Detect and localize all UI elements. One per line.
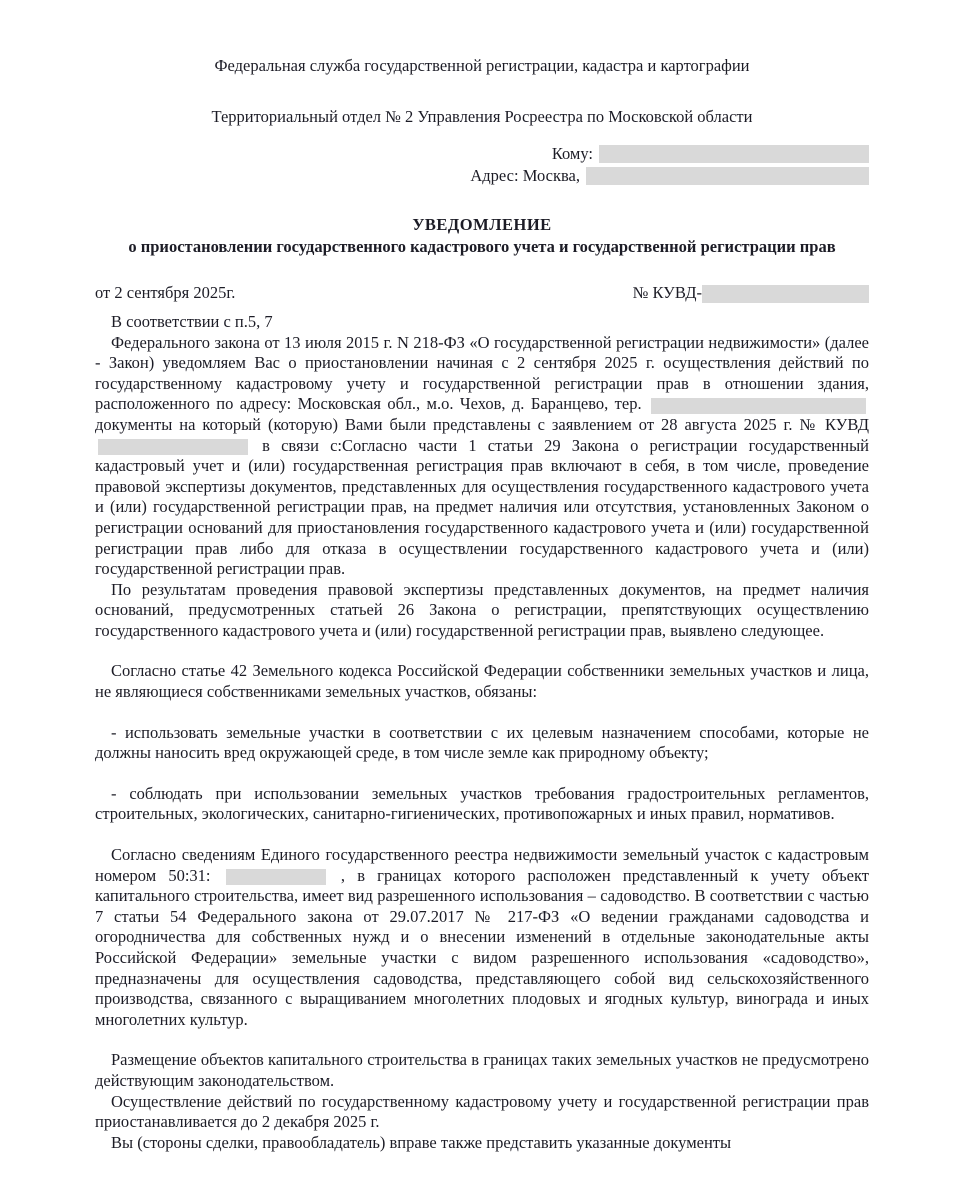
recipient-address-label: Адрес: Москва,	[470, 166, 580, 186]
suspension-text-part2: документы на который (которую) Вами были представлены с заявлением от 28 августа 2025 г. № КУВД	[95, 414, 869, 434]
issuing-authority-heading: Федеральная служба государственной регистрации, кадастра и картографии	[214, 56, 750, 75]
paragraph-basis-intro: В соответствии с п.5, 7	[111, 311, 273, 331]
document-title: УВЕДОМЛЕНИЕ	[412, 215, 552, 235]
redacted-territory	[651, 398, 866, 414]
suspension-text-part3: в связи с:Согласно части 1 статьи 29 Закона о регистрации государственный кадастровый учет и (или) государственная регистрация прав включают в себя, в том числе, проведение правовой экспертизы документов, представленных для осуществления государственного кадастрового учета и (или) государственной регистрации прав, на предмет наличия или отсутствия, установленных Законом о регистрации оснований для приостановления государственного кадастрового учета и (или) государственной регистрации прав либо для отказа в осуществлении государственного кадастрового учета и (или) государственной регистрации прав.	[95, 435, 870, 579]
egrn-text-part1: Согласно сведениям Единого государственного реестра недвижимости земельный участок с кадастровым номером 50:31:	[95, 845, 869, 885]
paragraph-parties-right: Вы (стороны сделки, правообладатель) вправе также представить указанные документы	[111, 1132, 732, 1152]
redacted-cadastral-number	[226, 869, 326, 885]
document-number-label: № КУВД-	[632, 283, 702, 303]
paragraph-obligation-comply: - соблюдать при использовании земельных участков требования градостроительных регламентов, строительных, экологических, санитарно-гигиенических, противопожарных и иных правил, нормативов.	[95, 783, 869, 824]
document-number-group	[633, 283, 869, 304]
suspension-text-part1: Федерального закона от 13 июля 2015 г. N 218-ФЗ «О государственной регистрации недвижимости» (далее - Закон) уведомляем Вас о приостановлении начиная с 2 сентября 2025 г. осуществления действий по государственному кадастровому учету и государственной регистрации прав в отношении здания, расположенного по адресу: Московская обл., м.о. Чехов, д. Баранцево, тер.	[95, 332, 869, 414]
paragraph-expertise-result: По результатам проведения правовой экспертизы представленных документов, на предмет наличия оснований, предусмотренных статьей 26 Закона о регистрации, препятствующих осуществлению государственного кадастрового учета и (или) государственной регистрации прав, выявлено следующее.	[95, 579, 869, 640]
recipient-address-line	[470, 165, 869, 187]
redacted-document-number	[702, 285, 869, 303]
paragraph-suspension-until: Осуществление действий по государственному кадастровому учету и государственной регистрации прав приостанавливается до 2 декабря 2025 г.	[95, 1091, 869, 1132]
document-date: от 2 сентября 2025г.	[95, 283, 236, 303]
paragraph-egrn-parcel	[95, 845, 869, 1030]
document-body	[95, 312, 869, 1153]
paragraph-land-code-article42: Согласно статье 42 Земельного кодекса Российской Федерации собственники земельных участков и лица, не являющиеся собственниками земельных участков, обязаны:	[95, 661, 869, 702]
territorial-department-heading: Территориальный отдел № 2 Управления Росреестра по Московской области	[211, 106, 753, 126]
recipient-block	[95, 143, 869, 187]
egrn-text-part2: , в границах которого расположен представленный к учету объект капитального строительства, имеет вид разрешенного использования – садоводство. В соответствии с частью 7 статьи 54 Федерального закона от 29.07.2017 № 217-ФЗ «О ведении гражданами садоводства и огородничества для собственных нужд и о внесении изменений в отдельные законодательные акты Российской Федерации» земельные участки с видом разрешенного использования «садоводство», предназначены для осуществления садоводства, представляющего собой вид сельскохозяйственного производства, связанного с выращиванием многолетних плодовых и ягодных культур, винограда и иных многолетних культур.	[95, 865, 869, 1029]
paragraph-obligation-use: - использовать земельные участки в соответствии с их целевым назначением способами, которые не должны наносить вред окружающей среде, в том числе земле как природному объекту;	[95, 722, 869, 763]
redacted-recipient-name	[599, 145, 869, 163]
recipient-label: Кому:	[551, 144, 593, 164]
paragraph-suspension-notice	[95, 333, 869, 580]
recipient-name-line	[552, 143, 869, 165]
redacted-recipient-address	[586, 167, 869, 185]
date-number-row	[95, 283, 869, 304]
document-subtitle: о приостановлении государственного кадастрового учета и государственной регистрации прав	[128, 236, 836, 256]
redacted-application-number	[98, 439, 248, 455]
paragraph-placement-not-allowed: Размещение объектов капитального строительства в границах таких земельных участков не предусмотрено действующим законодательством.	[95, 1050, 869, 1090]
